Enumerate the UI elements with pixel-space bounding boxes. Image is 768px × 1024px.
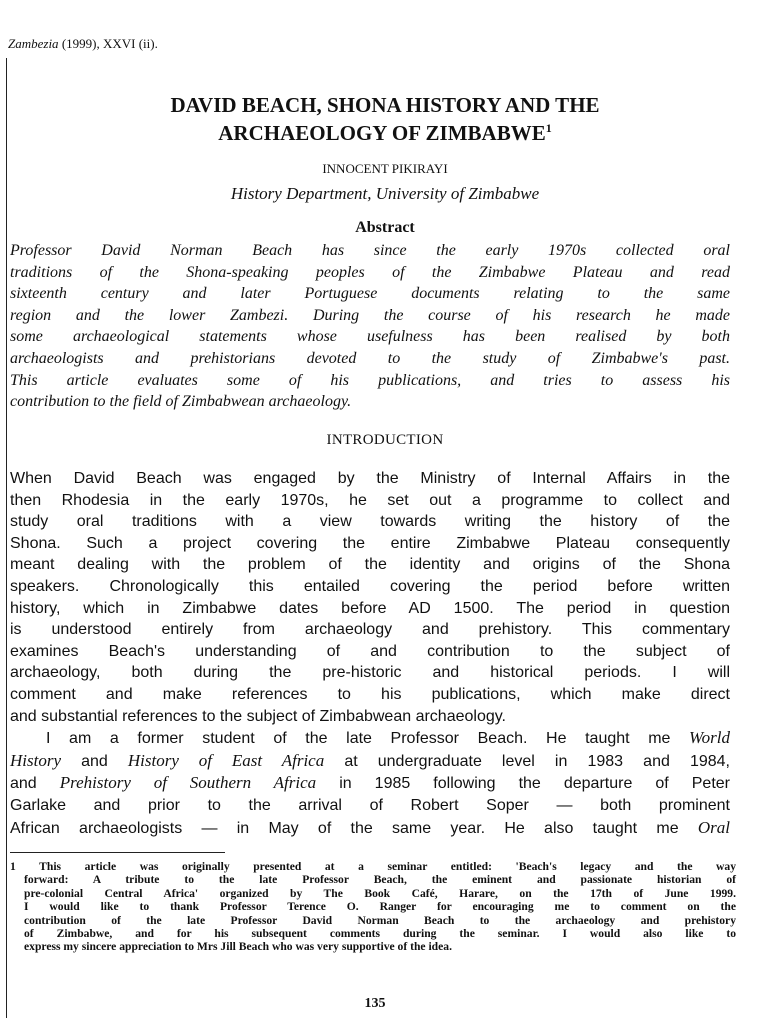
- abstract-body: [10, 240, 730, 413]
- abstract-line: region and the lower Zambezi. During the course of his research he made: [10, 306, 730, 324]
- body-text-run: and: [61, 752, 128, 770]
- footnote-line: forward: A tribute to the late Professor Beach, the eminent and passionate historian of: [24, 873, 736, 887]
- body-line: and substantial references to the subject of Zimbabwean archaeology.: [10, 707, 506, 725]
- body-text-run: I am a former student of the late Professor Beach. He taught me: [46, 730, 690, 748]
- abstract-line: some archaeological statements whose usefulness has been realised by both: [10, 328, 730, 346]
- page-number: 135: [364, 996, 386, 1011]
- footnote-line: I would like to thank Professor Terence O. Ranger for encouraging me to comment on the: [24, 900, 736, 914]
- body-line: [10, 817, 730, 840]
- course-title: Prehistory of Southern Africa: [59, 773, 317, 793]
- body-line: When David Beach was engaged by the Ministry of Internal Affairs in the: [10, 470, 730, 487]
- body-text-run: in 1985 following the departure of Peter: [316, 775, 731, 793]
- body-line: then Rhodesia in the early 1970s, he set out a programme to collect and: [10, 491, 730, 509]
- body-line: is understood entirely from archaeology and prehistory. This commentary: [10, 621, 730, 639]
- footnote: [10, 860, 736, 954]
- journal-name: Zambezia: [8, 36, 59, 51]
- introduction-body: [10, 468, 730, 839]
- body-line: Shona. Such a project covering the entire Zimbabwe Plateau consequently: [10, 534, 730, 552]
- abstract-heading: Abstract: [355, 219, 415, 236]
- introduction-heading: INTRODUCTION: [326, 432, 444, 448]
- footnote-line: express my sincere appreciation to Mrs Jill Beach who was very supportive of the idea.: [24, 940, 452, 954]
- journal-volume: (1999), XXVI (ii).: [58, 36, 158, 51]
- abstract-line: This article evaluates some of his publications, and tries to assess his: [10, 371, 730, 389]
- author-name: INNOCENT PIKIRAYI: [322, 161, 448, 176]
- course-title: Oral: [697, 817, 730, 837]
- course-title: World: [689, 728, 730, 748]
- abstract-line: archaeologists and prehistorians devoted to the study of Zimbabwe's past.: [10, 349, 730, 367]
- title-footnote-marker: 1: [545, 121, 552, 135]
- course-title: History: [10, 750, 61, 770]
- body-line: comment and make references to his publications, which make direct: [10, 685, 730, 703]
- footnote-divider: [10, 852, 225, 853]
- body-line: study oral traditions with a view towards writing the history of the: [10, 513, 730, 531]
- abstract-line: Professor David Norman Beach has since the early 1970s collected oral: [10, 242, 730, 259]
- left-margin-rule: [6, 58, 7, 1018]
- article-title: [40, 91, 730, 147]
- title-line-1: DAVID BEACH, SHONA HISTORY AND THE: [170, 93, 600, 117]
- body-line: speakers. Chronologically this entailed covering the period before written: [10, 577, 730, 595]
- footnote-line: 1 This article was originally presented at a seminar entitled: 'Beach's legacy and the way: [10, 860, 736, 873]
- body-line: [10, 750, 730, 773]
- footnote-line: of Zimbabwe, and for his subsequent comments during the seminar. I would also like to: [24, 927, 736, 941]
- body-line: archaeology, both during the pre-historic and historical periods. I will: [10, 664, 730, 682]
- body-line: meant dealing with the problem of the identity and origins of the Shona: [10, 556, 730, 574]
- body-line: [10, 772, 730, 795]
- body-text-run: and: [10, 775, 60, 793]
- body-line: Garlake and prior to the arrival of Robert Soper — both prominent: [10, 796, 730, 814]
- abstract-line: contribution to the field of Zimbabwean archaeology.: [10, 393, 352, 411]
- abstract-line: traditions of the Shona-speaking peoples of the Zimbabwe Plateau and read: [10, 263, 730, 281]
- journal-citation: [8, 36, 158, 52]
- title-line-2: [40, 119, 730, 147]
- title-line-2-text: ARCHAEOLOGY OF ZIMBABWE: [218, 121, 546, 145]
- body-line: examines Beach's understanding of and contribution to the subject of: [10, 642, 730, 660]
- footnote-line: contribution of the late Professor David Norman Beach to the archaeology and prehistory: [24, 913, 736, 927]
- body-line: [10, 727, 730, 750]
- abstract-line: sixteenth century and later Portuguese documents relating to the same: [10, 285, 730, 303]
- body-line: history, which in Zimbabwe dates before AD 1500. The period in question: [10, 599, 730, 617]
- course-title: History of East Africa: [127, 750, 325, 770]
- footnote-line: pre-colonial Central Africa' organized by The Book Café, Harare, on the 17th of June 1999.: [24, 886, 736, 900]
- body-text-run: African archaeologists — in May of the same year. He also taught me: [10, 819, 698, 837]
- author-affiliation: History Department, University of Zimbabwe: [230, 184, 540, 203]
- body-text-run: at undergraduate level in 1983 and 1984,: [324, 752, 730, 770]
